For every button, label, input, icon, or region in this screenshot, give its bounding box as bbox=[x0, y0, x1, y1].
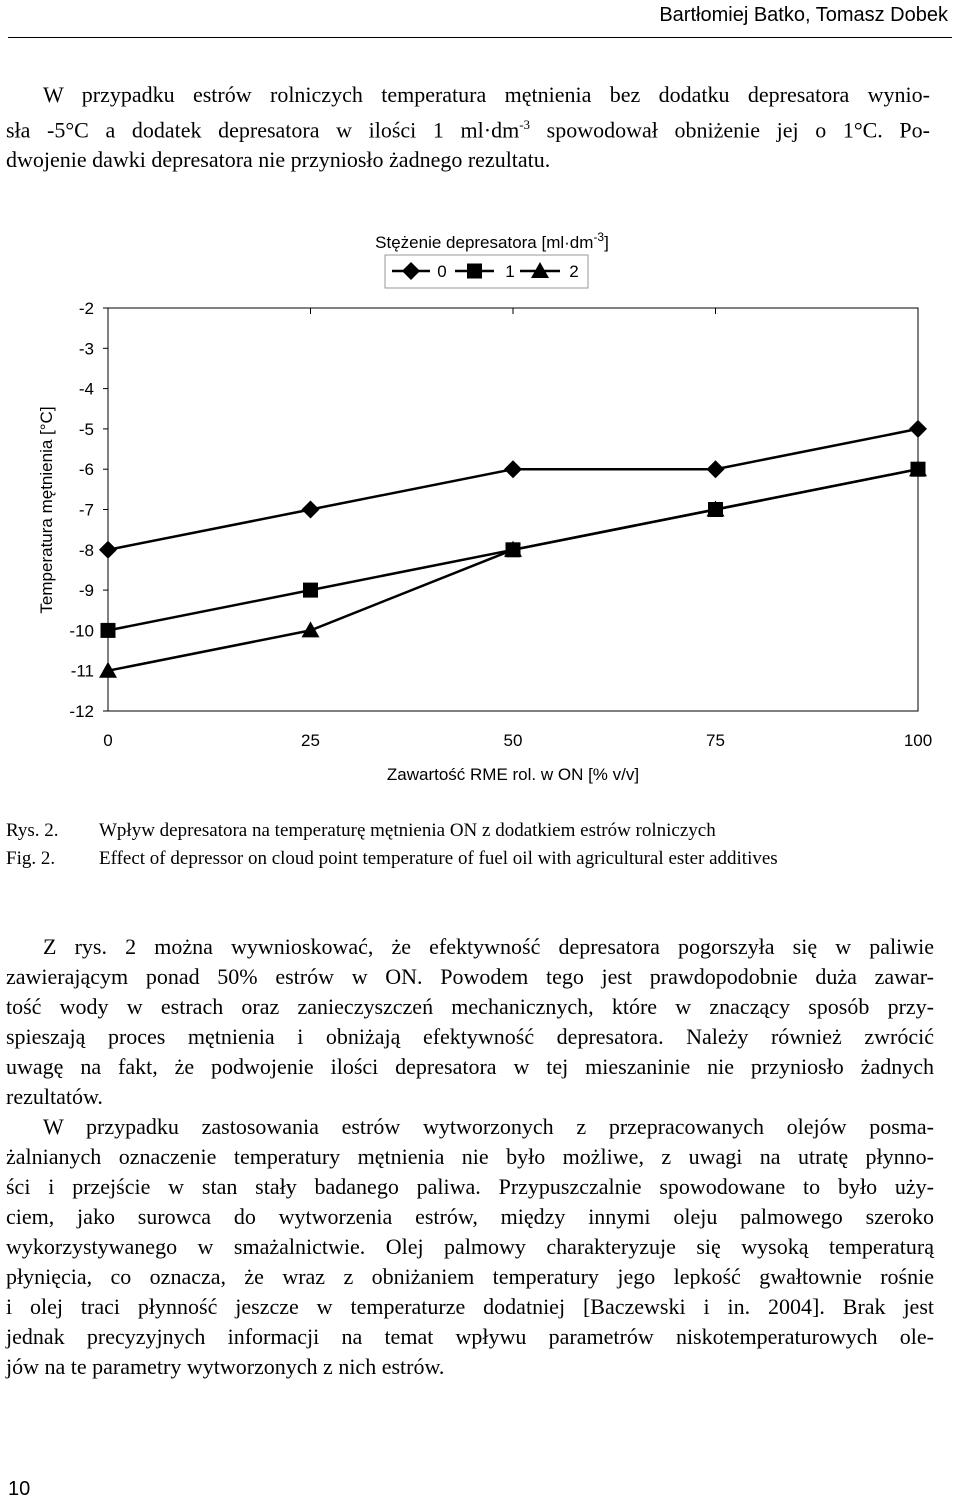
series-line-2 bbox=[108, 469, 918, 671]
cloud-point-chart bbox=[0, 222, 960, 802]
y-tick-label: -7 bbox=[78, 500, 94, 520]
x-tick-label: 0 bbox=[103, 731, 113, 750]
caption-text-en: Effect of depressor on cloud point temperature of fuel oil with agricultural ester additives bbox=[99, 848, 778, 869]
paragraph-line: Z rys. 2 można wywnioskować, że efektywność depresatora pogorszyła się w paliwie bbox=[43, 934, 934, 959]
data-point-series-1 bbox=[101, 623, 116, 638]
x-axis-title: Zawartość RME rol. w ON [% v/v] bbox=[386, 765, 640, 784]
legend-label: 2 bbox=[569, 262, 579, 281]
y-tick-label: -8 bbox=[78, 540, 94, 560]
plot-area bbox=[108, 308, 918, 711]
y-tick-label: -6 bbox=[78, 460, 94, 480]
paragraph-line: spieszają proces mętnienia i obniżają efektywność depresatora. Należy również zwrócić bbox=[6, 1024, 934, 1049]
paragraph-line: W przypadku estrów rolniczych temperatura mętnienia bez dodatku depresatora wynio- bbox=[43, 82, 930, 107]
x-tick-label: 50 bbox=[503, 731, 523, 750]
paragraph-line: ciem, jako surowca do wytworzenia estrów, między innymi oleju palmowego szeroko bbox=[6, 1204, 934, 1229]
superscript: -3 bbox=[519, 117, 531, 132]
running-header: Bartłomiej Batko, Tomasz Dobek bbox=[659, 4, 948, 26]
data-point-series-0 bbox=[707, 460, 725, 478]
y-tick-label: -10 bbox=[69, 621, 94, 641]
page-number: 10 bbox=[8, 1478, 31, 1500]
header-rule bbox=[8, 37, 952, 38]
data-point-series-0 bbox=[909, 420, 927, 438]
x-tick-label: 75 bbox=[706, 731, 725, 750]
paragraph-line: tość wody w estrach oraz zanieczyszczeń mechanicznych, które w znaczący sposób przy- bbox=[6, 994, 934, 1019]
y-tick-label: -11 bbox=[70, 661, 94, 681]
data-point-series-0 bbox=[302, 501, 320, 519]
data-point-series-0 bbox=[504, 460, 522, 478]
y-axis-title: Temperatura mętnienia [°C] bbox=[37, 406, 56, 614]
paragraph-line: W przypadku zastosowania estrów wytworzonych z przepracowanych olejów posma- bbox=[43, 1114, 934, 1139]
paragraph-line: ści i przejście w stan stały badanego paliwa. Przypuszczalnie spowodowane to było uży- bbox=[6, 1174, 934, 1199]
y-tick-label: -5 bbox=[78, 419, 94, 439]
paragraph-line: dwojenie dawki depresatora nie przyniosło żadnego rezultatu. bbox=[6, 147, 551, 173]
data-point-series-0 bbox=[99, 541, 117, 559]
paragraph-line: uwagę na fakt, że podwojenie ilości depresatora w tej mieszaninie nie przyniosło żadnych bbox=[6, 1054, 934, 1079]
paragraph-line: zawierającym ponad 50% estrów w ON. Powodem tego jest prawdopodobnie duża zawar- bbox=[6, 964, 934, 989]
paragraph-line: i olej traci płynność jeszcze w temperaturze dodatniej [Baczewski i in. 2004]. Brak jest bbox=[6, 1294, 934, 1319]
paragraph-line: płynięcia, co oznacza, że wraz z obniżaniem temperatury jego lepkość gwałtownie rośnie bbox=[6, 1264, 934, 1289]
paragraph-line: rezultatów. bbox=[6, 1084, 103, 1109]
paragraph-line: jów na te parametry wytworzonych z nich estrów. bbox=[6, 1354, 445, 1379]
paragraph-line: jednak precyzyjnych informacji na temat wpływu parametrów niskotemperaturowych ole- bbox=[6, 1324, 934, 1349]
y-tick-label: -2 bbox=[78, 299, 94, 318]
text-run: spowodował obniżenie jej o 1°C. Po- bbox=[530, 117, 930, 143]
y-tick-label: -12 bbox=[69, 702, 94, 721]
text-run: sła -5°C a dodatek depresatora w ilości 1 ml·dm bbox=[6, 117, 520, 143]
x-tick-label: 25 bbox=[301, 731, 320, 750]
legend-label: 0 bbox=[437, 262, 447, 281]
data-point-series-1 bbox=[303, 583, 318, 598]
y-tick-label: -4 bbox=[78, 379, 94, 399]
caption-label-pl: Rys. 2. bbox=[6, 820, 59, 841]
legend-label: 1 bbox=[505, 262, 515, 281]
y-tick-label: -9 bbox=[78, 581, 94, 601]
paragraph-line: wykorzystywanego w smażalnictwie. Olej palmowy charakteryzuje się wysoką temperaturą bbox=[6, 1234, 934, 1259]
legend-marker-1 bbox=[467, 264, 482, 279]
legend-title: Stężenie depresatora $[ml\cdot dm^{-3}]$ bbox=[375, 230, 609, 252]
caption-text-pl: Wpływ depresatora na temperaturę mętnienia ON z dodatkiem estrów rolniczych bbox=[99, 820, 716, 841]
paragraph-line bbox=[6, 110, 930, 145]
chart-svg bbox=[0, 222, 960, 802]
caption-label-en: Fig. 2. bbox=[6, 848, 56, 869]
paragraph-discussion bbox=[6, 932, 934, 1382]
figure-caption bbox=[6, 817, 946, 877]
y-tick-label: -3 bbox=[78, 339, 94, 359]
series-line-0 bbox=[108, 429, 918, 550]
x-tick-label: 100 bbox=[903, 731, 933, 750]
paragraph-line: żalnianych oznaczenie temperatury mętnienia nie było możliwe, z uwagi na utratę płynno- bbox=[6, 1144, 934, 1169]
data-point-series-2 bbox=[302, 621, 320, 637]
paragraph-intro bbox=[6, 80, 930, 175]
